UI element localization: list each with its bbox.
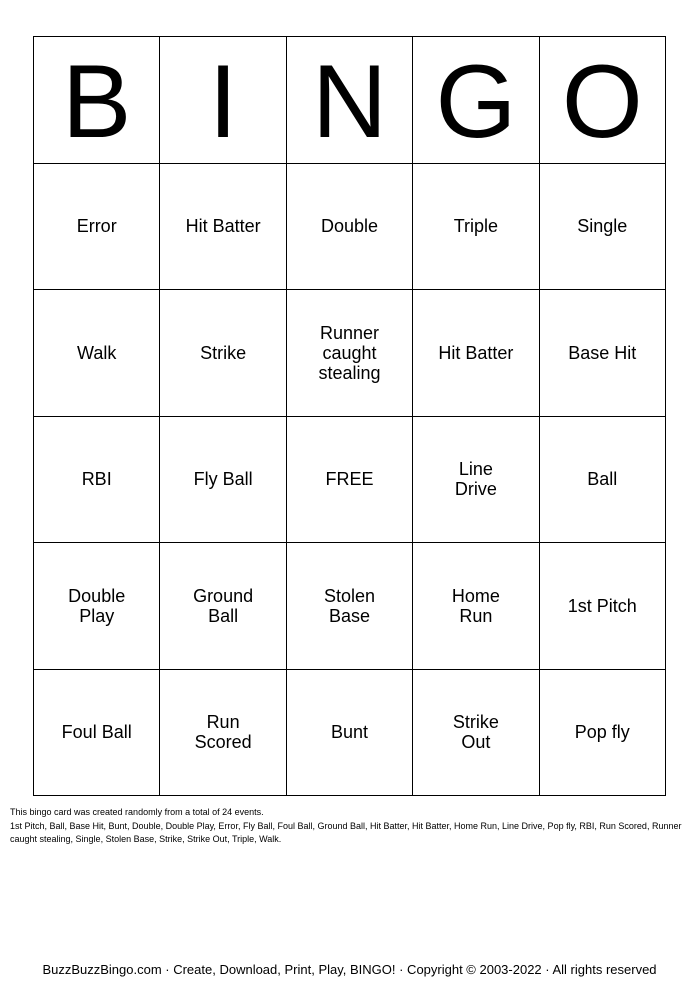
header-letter-o: O — [540, 37, 666, 164]
free-space-cell: FREE — [287, 417, 413, 544]
bingo-cell: Hit Batter — [413, 290, 539, 417]
bingo-cell: Foul Ball — [34, 670, 160, 797]
footnote-events: 1st Pitch, Ball, Base Hit, Bunt, Double, Double Play, Error, Fly Ball, Foul Ball, Ground Ball, Hit Batter, Hit Batter, Home Run, Line Drive, Pop fly, RBI, Run Scored, Runner caught stealing, Single, Stolen Base, Strike, Strike Out, Triple, Walk. — [10, 820, 682, 844]
bingo-cell: Runner caught stealing — [287, 290, 413, 417]
bingo-cell: Base Hit — [540, 290, 666, 417]
bingo-cell: RBI — [34, 417, 160, 544]
header-letter-i: I — [160, 37, 286, 164]
header-letter-n: N — [287, 37, 413, 164]
page-footer: BuzzBuzzBingo.com · Create, Download, Print, Play, BINGO! · Copyright © 2003-2022 · All rights reserved — [42, 962, 657, 977]
bingo-cell: Error — [34, 164, 160, 291]
bingo-cell: Strike Out — [413, 670, 539, 797]
footnote-intro: This bingo card was created randomly from a total of 24 events. — [10, 807, 264, 817]
bingo-cell: Single — [540, 164, 666, 291]
bingo-card — [33, 36, 666, 796]
bingo-cell: Run Scored — [160, 670, 286, 797]
bingo-cell: Strike — [160, 290, 286, 417]
bingo-cell: Hit Batter — [160, 164, 286, 291]
header-letter-g: G — [413, 37, 539, 164]
bingo-cell: 1st Pitch — [540, 543, 666, 670]
bingo-cell: Home Run — [413, 543, 539, 670]
bingo-cell: Double — [287, 164, 413, 291]
bingo-cell: Pop fly — [540, 670, 666, 797]
bingo-cell: Bunt — [287, 670, 413, 797]
bingo-cell: Stolen Base — [287, 543, 413, 670]
bingo-cell: Line Drive — [413, 417, 539, 544]
header-letter-b: B — [34, 37, 160, 164]
bingo-cell: Ground Ball — [160, 543, 286, 670]
bingo-cell: Walk — [34, 290, 160, 417]
event-list-note — [10, 806, 692, 847]
bingo-cell: Fly Ball — [160, 417, 286, 544]
bingo-cell: Ball — [540, 417, 666, 544]
bingo-cell: Triple — [413, 164, 539, 291]
bingo-cell: Double Play — [34, 543, 160, 670]
